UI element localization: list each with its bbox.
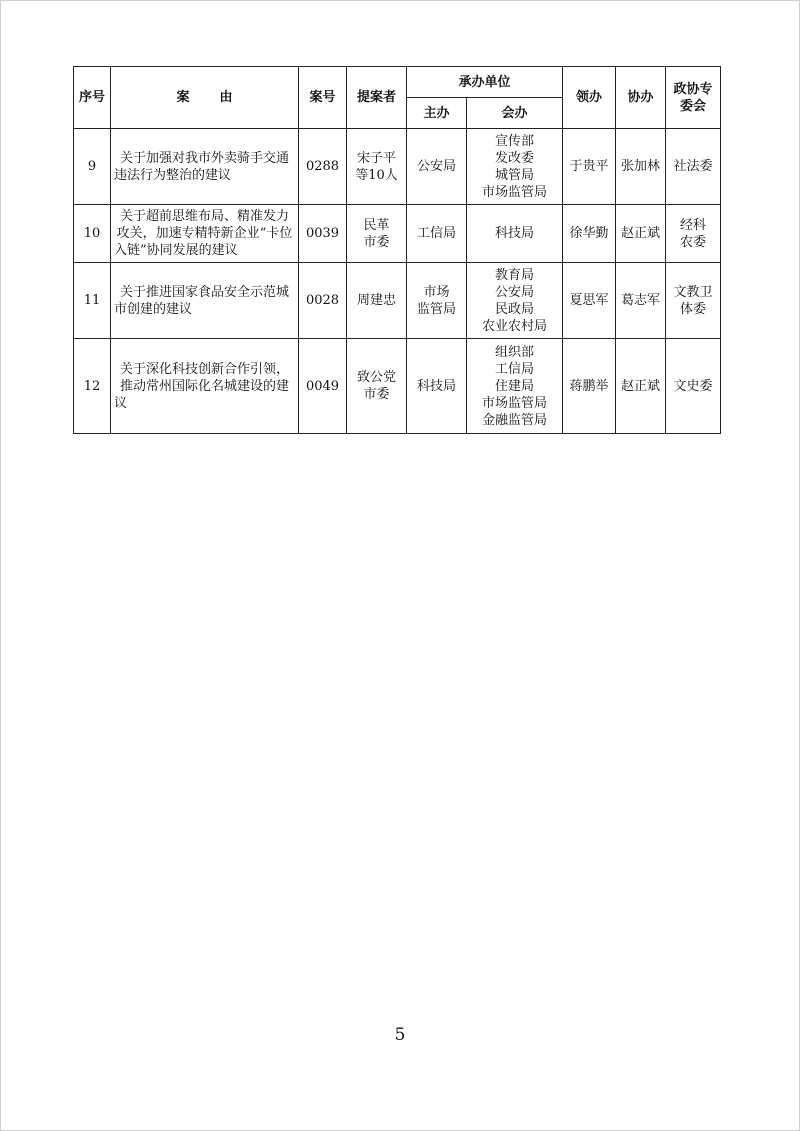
row-committee xyxy=(666,205,721,263)
header-case-number: 案号 xyxy=(299,67,347,129)
row-lead-unit-line: 公安局 xyxy=(416,159,456,174)
row-committee-line: 社法委 xyxy=(673,159,713,174)
row-case-title: 关于加强对我市外卖骑手交通违法行为整治的建议 xyxy=(111,129,299,205)
row-assist-units-line: 城管局 xyxy=(495,167,535,183)
row-proposer-line: 市委 xyxy=(363,234,390,250)
row-assist-units-line: 公安局 xyxy=(495,284,535,300)
table-row xyxy=(74,339,721,434)
row-seq: 9 xyxy=(74,129,111,205)
row-assist-units-line: 金融监管局 xyxy=(482,412,548,428)
row-seq: 12 xyxy=(74,339,111,434)
row-assist-units xyxy=(467,339,563,434)
row-co-handler: 赵正斌 xyxy=(616,339,666,434)
row-assist-units xyxy=(467,205,563,263)
row-lead-unit xyxy=(407,205,467,263)
row-committee xyxy=(666,339,721,434)
row-committee-line: 文教卫 xyxy=(673,284,713,300)
header-lead-unit: 主办 xyxy=(407,98,467,129)
row-lead-unit xyxy=(407,339,467,434)
row-proposer-line: 民革 xyxy=(363,217,390,233)
row-proposer-line: 市委 xyxy=(363,387,390,402)
row-case-number: 0028 xyxy=(299,263,347,339)
row-case-number: 0288 xyxy=(299,129,347,205)
table-row xyxy=(74,263,721,339)
row-proposer xyxy=(347,129,407,205)
row-proposer-line: 致公党 xyxy=(356,370,396,385)
row-case-title: 关于深化科技创新合作引领，推动常州国际化名城建设的建议 xyxy=(111,339,299,434)
row-assist-units-line: 发改委 xyxy=(495,150,535,166)
header-leader: 领办 xyxy=(563,67,616,129)
row-committee-line: 文史委 xyxy=(673,378,713,394)
row-lead-unit-line: 工信局 xyxy=(416,226,456,241)
row-assist-units-line: 市场监管局 xyxy=(482,184,548,200)
row-seq: 10 xyxy=(74,205,111,263)
row-leader: 夏思军 xyxy=(563,263,616,339)
row-leader: 蒋鹏举 xyxy=(563,339,616,434)
row-seq: 11 xyxy=(74,263,111,339)
row-committee-line: 农委 xyxy=(680,234,707,250)
row-assist-units xyxy=(467,129,563,205)
row-committee-line: 体委 xyxy=(680,301,707,317)
proposal-table xyxy=(73,66,721,434)
row-leader: 徐华勤 xyxy=(563,205,616,263)
row-committee-line: 经科 xyxy=(680,217,707,233)
row-co-handler: 赵正斌 xyxy=(616,205,666,263)
row-assist-units xyxy=(467,263,563,339)
header-case-title-b: 由 xyxy=(219,90,233,105)
page-number: 5 xyxy=(394,1025,406,1045)
row-committee xyxy=(666,129,721,205)
row-co-handler: 葛志军 xyxy=(616,263,666,339)
row-assist-units-line: 宣传部 xyxy=(495,133,535,149)
row-assist-units-line: 农业农村局 xyxy=(482,318,548,334)
row-case-number: 0049 xyxy=(299,339,347,434)
header-handling-unit: 承办单位 xyxy=(407,67,563,98)
row-assist-units-line: 教育局 xyxy=(495,267,535,283)
row-proposer-line: 周建忠 xyxy=(356,293,396,308)
row-lead-unit xyxy=(407,129,467,205)
row-case-number: 0039 xyxy=(299,205,347,263)
row-assist-units-line: 工信局 xyxy=(495,361,535,377)
row-assist-units-line: 科技局 xyxy=(495,226,535,241)
row-assist-units-line: 民政局 xyxy=(495,301,535,317)
header-case-title xyxy=(111,67,299,129)
row-case-title: 关于推进国家食品安全示范城市创建的建议 xyxy=(111,263,299,339)
header-committee: 政协专委会 xyxy=(666,67,721,129)
header-case-title-a: 案 xyxy=(176,90,190,105)
header-proposer: 提案者 xyxy=(347,67,407,129)
header-seq: 序号 xyxy=(74,67,111,129)
header-assist-units: 会办 xyxy=(467,98,563,129)
row-proposer xyxy=(347,339,407,434)
row-proposer xyxy=(347,205,407,263)
row-assist-units-line: 住建局 xyxy=(495,378,535,394)
row-proposer-line: 等10人 xyxy=(355,167,398,183)
row-assist-units-line: 市场监管局 xyxy=(482,395,548,411)
row-proposer xyxy=(347,263,407,339)
table-row xyxy=(74,129,721,205)
row-co-handler: 张加林 xyxy=(616,129,666,205)
row-proposer-line: 宋子平 xyxy=(356,150,396,166)
row-lead-unit xyxy=(407,263,467,339)
row-lead-unit-line: 监管局 xyxy=(416,301,456,317)
header-co-handler: 协办 xyxy=(616,67,666,129)
row-assist-units-line: 组织部 xyxy=(495,344,535,360)
row-lead-unit-line: 市场 xyxy=(423,284,450,300)
row-leader: 于贵平 xyxy=(563,129,616,205)
row-case-title: 关于超前思维布局、精准发力攻关，加速专精特新企业“卡位入链”协同发展的建议 xyxy=(111,205,299,263)
row-lead-unit-line: 科技局 xyxy=(416,378,456,394)
row-committee xyxy=(666,263,721,339)
table-row xyxy=(74,205,721,263)
